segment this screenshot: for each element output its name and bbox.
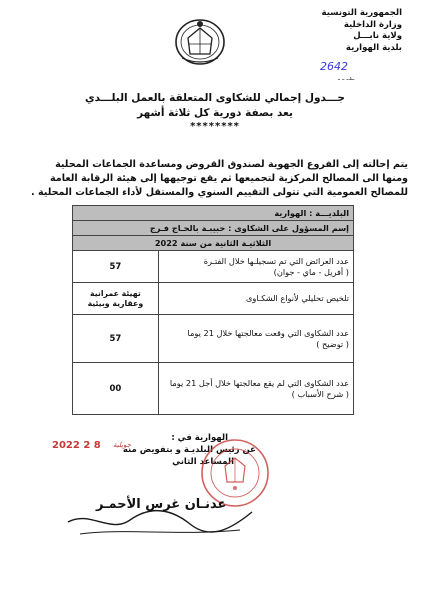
table-row [73,283,354,315]
intro-paragraph [16,158,408,200]
signer-name: عدنـان غرس الأحمـر [96,497,227,512]
period-cell: الثلاثيـة الثانية من سنة 2022 [73,236,354,251]
row-label-note: ( توضيح ) [316,338,349,349]
row-value: 00 [73,363,159,415]
table-header-row [73,221,354,236]
table-row [73,315,354,363]
row-value: تهيئة عمرانية وعقارية وبيئية [73,283,159,315]
coat-of-arms-icon [172,14,228,66]
row-label-text: عدد الشكاوى التي لم يقع معالجتها خلال أجل 21 يوما [169,377,349,388]
table-header-row [73,236,354,251]
responsible-cell: إسم المسؤول على الشكاوى : حبيبـة بالحـاج فـرج [73,221,354,236]
row-label-text: تلخيص تحليلي لأنواع الشكـاوى [245,293,349,303]
complaints-table [72,205,354,415]
row-label-text: عدد العرائض التي تم تسجيلـها خلال الفتـرة [203,255,349,266]
row-value: 57 [73,315,159,363]
letterhead-governorate: ولاية نابـــل [353,31,402,41]
letterhead-municipality: بلدية الهوارية [345,42,402,53]
row-label [158,363,353,415]
row-label [158,315,353,363]
title-line-1: جـــدول إجمالي للشكاوى المتعلقة بالعمل البلـــدي [85,92,345,104]
date-month: جويلية [113,441,132,449]
row-value: 57 [73,251,159,283]
row-label-note: ( أفريل - ماي - جوان) [273,266,349,277]
signature-place: الهوارية في : [171,433,228,443]
intro-line-2: ومنها الى المصالح المركزية لتجميعها ثم يقع توجيهها إلى هيئة الرقابة العامة [49,173,408,184]
intro-line-3: للمصالح العمومية التي تتولى التقييم السنوي والمستقل لأداء الجماعات المحلية . [30,187,408,198]
row-label-text: عدد الشكاوى التي وقعت معالجتها خلال 21 يوما [187,327,349,338]
row-label [158,251,353,283]
reference-mark: ـدـ ـ ـ [338,74,355,82]
title-separator: ******** [190,121,240,132]
date-stamp: 2022 2 8 [52,440,101,451]
letterhead [292,8,402,54]
table-row [73,363,354,415]
title-line-2: يعد بصفة دورية كل ثلاثة أشهر [137,107,293,119]
intro-line-1: يتم إحالته إلى الفروع الجهوية لصندوق القروض ومساعدة الجماعات المحلية [55,159,408,170]
signature-delegation: عن رئيس البلديـة و بتفويض منه [122,445,256,455]
reference-number: 2642 [320,60,348,73]
signature-role: المساعد الثاني [172,457,234,467]
table-header-row [73,206,354,221]
municipality-cell: البلديـــة : الهوارية [73,206,354,221]
letterhead-country: الجمهورية التونسية [321,8,402,18]
document-title [60,91,370,133]
row-label [158,283,353,315]
table-row [73,251,354,283]
letterhead-ministry: وزارة الداخلية [343,19,402,30]
row-label-note: ( شرح الأسباب ) [291,388,349,399]
